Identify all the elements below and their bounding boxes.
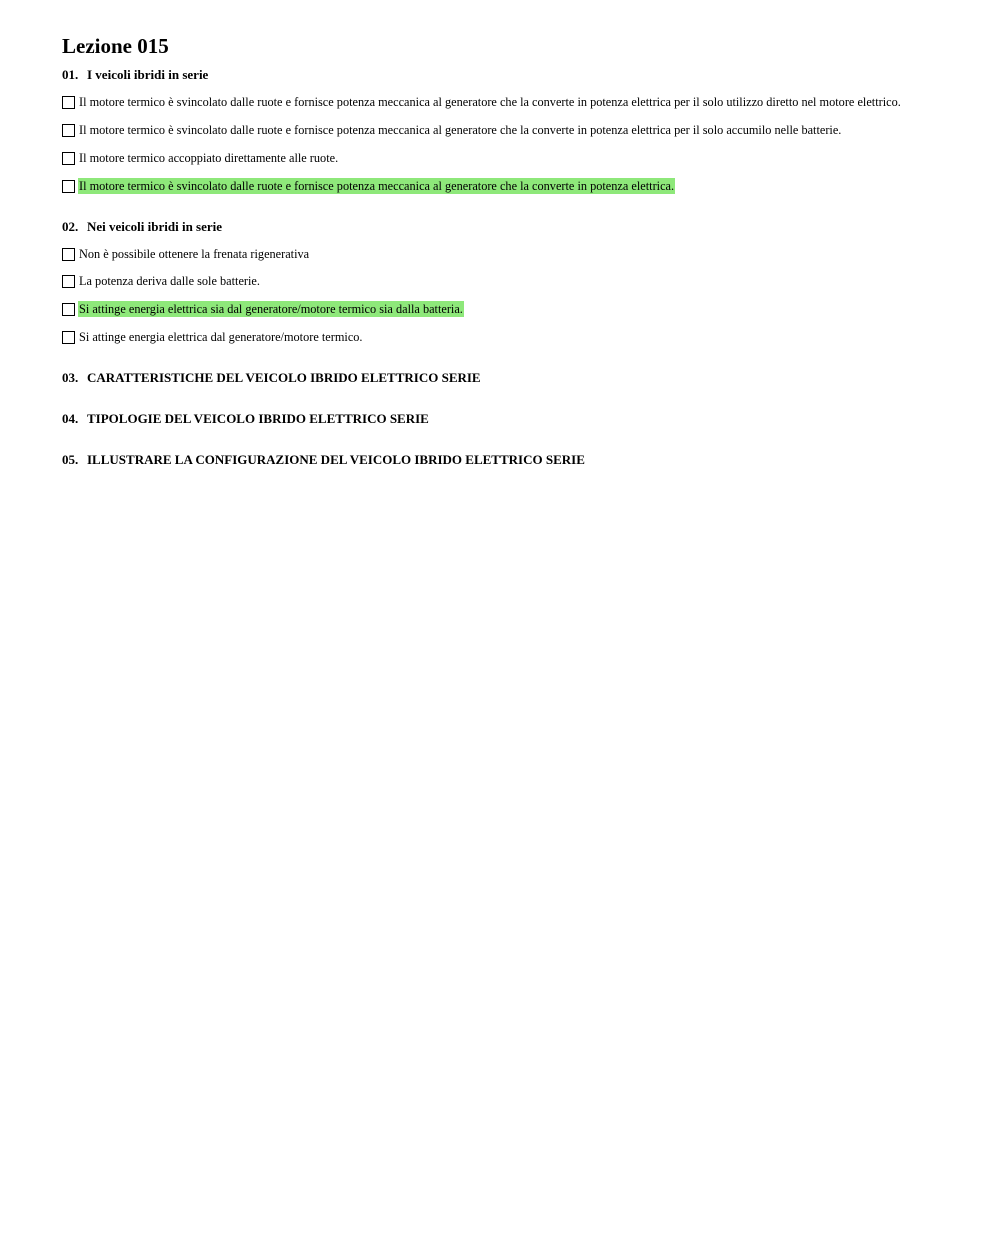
lesson-title: Lezione 015 [62,34,169,58]
answer-text: Il motore termico accoppiato direttamente alle ruote. [79,151,339,165]
answer-text-highlighted: Il motore termico è svincolato dalle ruote e fornisce potenza meccanica al generatore che la converte in potenza elettrica. [79,179,675,193]
answer-text: Si attinge energia elettrica dal generatore/motore termico. [79,330,363,344]
question-number: 02. [62,219,79,234]
answer-option[interactable] [62,273,962,289]
answer-checkbox[interactable] [62,275,75,288]
question-number: 03. [62,370,79,385]
answer-text: Il motore termico è svincolato dalle ruote e fornisce potenza meccanica al generatore che la converte in potenza elettrica per il solo utilizzo diretto nel motore elettrico. [79,95,901,109]
answer-text: Non è possibile ottenere la frenata rigenerativa [79,247,310,261]
answer-text-highlighted: Si attinge energia elettrica sia dal generatore/motore termico sia dalla batteria. [79,302,463,316]
question-01 [62,67,962,194]
answer-checkbox[interactable] [62,248,75,261]
question-number: 05. [62,452,79,467]
question-heading [62,370,962,386]
document-page [62,34,962,468]
question-heading [62,452,962,468]
answer-option[interactable] [62,329,962,345]
question-number: 01. [62,67,79,82]
answer-text: La potenza deriva dalle sole batterie. [79,274,260,288]
answer-option-correct[interactable] [62,301,962,317]
question-heading [62,411,962,427]
answer-checkbox[interactable] [62,331,75,344]
question-text: Nei veicoli ibridi in serie [87,219,223,234]
question-02 [62,219,962,345]
answer-option[interactable] [62,122,962,138]
question-text: TIPOLOGIE DEL VEICOLO IBRIDO ELETTRICO SERIE [87,411,429,426]
question-05 [62,452,962,468]
answer-checkbox[interactable] [62,180,75,193]
answer-checkbox[interactable] [62,303,75,316]
question-heading [62,219,962,235]
answer-option[interactable] [62,150,962,166]
answer-option[interactable] [62,246,962,262]
answer-checkbox[interactable] [62,124,75,137]
answer-checkbox[interactable] [62,96,75,109]
question-04 [62,411,962,427]
question-text: CARATTERISTICHE DEL VEICOLO IBRIDO ELETTRICO SERIE [87,370,481,385]
question-number: 04. [62,411,79,426]
question-heading [62,67,962,83]
answer-option-correct[interactable] [62,178,962,194]
question-03 [62,370,962,386]
answer-option[interactable] [62,94,962,110]
question-text: ILLUSTRARE LA CONFIGURAZIONE DEL VEICOLO IBRIDO ELETTRICO SERIE [87,452,585,467]
answer-text: Il motore termico è svincolato dalle ruote e fornisce potenza meccanica al generatore che la converte in potenza elettrica per il solo accumilo nelle batterie. [79,123,842,137]
answer-checkbox[interactable] [62,152,75,165]
question-text: I veicoli ibridi in serie [87,67,209,82]
